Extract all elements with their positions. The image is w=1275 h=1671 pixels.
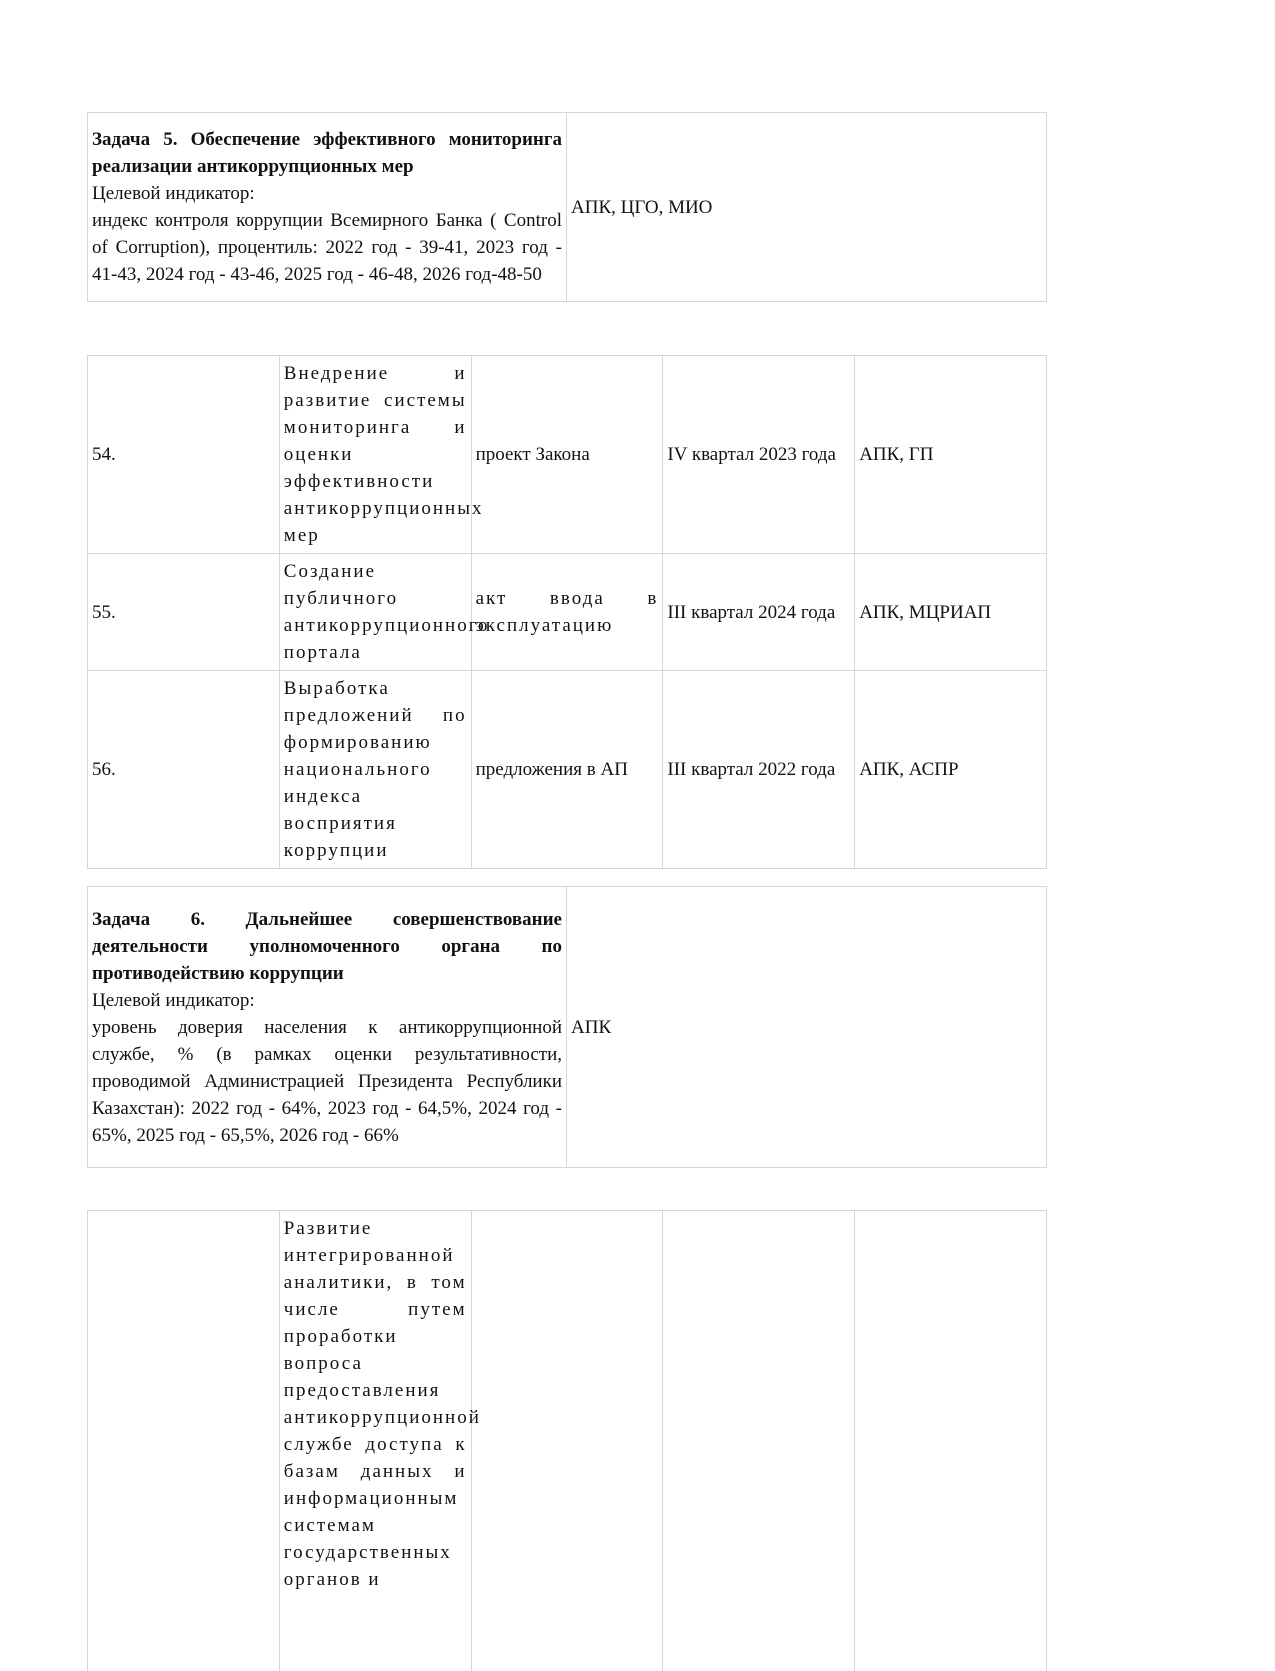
task-6-indicator-text: уровень доверия населения к антикоррупционной службе, % (в рамках оценки результативности, проводимой Администрацией Президента Республики Казахстан): 2022 год - 64%, 2023 год - 64,5%, 2024 год - 65%, 2025 год - 65,5%, 2026 год - 66% [92, 1016, 562, 1146]
measure-deadline: III квартал 2022 года [663, 671, 855, 869]
task-6-title: Задача 6. Дальнейшее совершенствование деятельности уполномоченного органа по противодействию коррупции [92, 908, 562, 984]
measure-form: акт ввода в эксплуатацию [471, 554, 663, 671]
task-5-indicator-text: индекс контроля коррупции Всемирного Банка ( Control of Corruption), процентиль: 2022 год - 39-41, 2023 год - 41-43, 2024 год - 43-46, 2025 год - 46-48, 2026 год-48-50 [92, 210, 562, 285]
table-row [88, 554, 1047, 671]
task-6-indicator-label: Целевой индикатор: [92, 989, 255, 1011]
measure-name: Выработка предложений по формированию национального индекса восприятия коррупции [279, 671, 471, 869]
task-5-title: Задача 5. Обеспечение эффективного мониторинга реализации антикоррупционных мер [92, 129, 562, 177]
measures-table [87, 355, 1047, 869]
table-row [88, 671, 1047, 869]
table-row [88, 356, 1047, 554]
measure-form [471, 1211, 663, 1671]
task-5-description [88, 113, 567, 302]
measure-number [88, 1211, 280, 1671]
measure-responsible: АПК, МЦРИАП [855, 554, 1047, 671]
measure-form: предложения в АП [471, 671, 663, 869]
measure-number: 54. [88, 356, 280, 554]
measure-name: Развитие интегрированной аналитики, в том числе путем проработки вопроса предоставления антикоррупционной службе доступа к базам данных и информационным системам государственных органов и [279, 1211, 471, 1671]
measure-deadline: III квартал 2024 года [663, 554, 855, 671]
measure-responsible [855, 1211, 1047, 1671]
measure-name: Внедрение и развитие системы мониторинга и оценки эффективности антикоррупционных мер [279, 356, 471, 554]
measure-responsible: АПК, АСПР [855, 671, 1047, 869]
measure-form: проект Закона [471, 356, 663, 554]
measure-name: Создание публичного антикоррупционного портала [279, 554, 471, 671]
table-row [88, 1211, 1047, 1671]
task-6-table [87, 886, 1047, 1168]
task-6-description [88, 887, 567, 1168]
measure-number: 56. [88, 671, 280, 869]
task-5-table [87, 112, 1047, 302]
measure-deadline [663, 1211, 855, 1671]
measures-continued-table [87, 1210, 1047, 1671]
measure-responsible: АПК, ГП [855, 356, 1047, 554]
measure-number: 55. [88, 554, 280, 671]
task-6-responsible: АПК [567, 887, 1047, 1168]
task-5-responsible: АПК, ЦГО, МИО [567, 113, 1047, 302]
task-5-indicator-label: Целевой индикатор: [92, 183, 255, 204]
measure-deadline: IV квартал 2023 года [663, 356, 855, 554]
